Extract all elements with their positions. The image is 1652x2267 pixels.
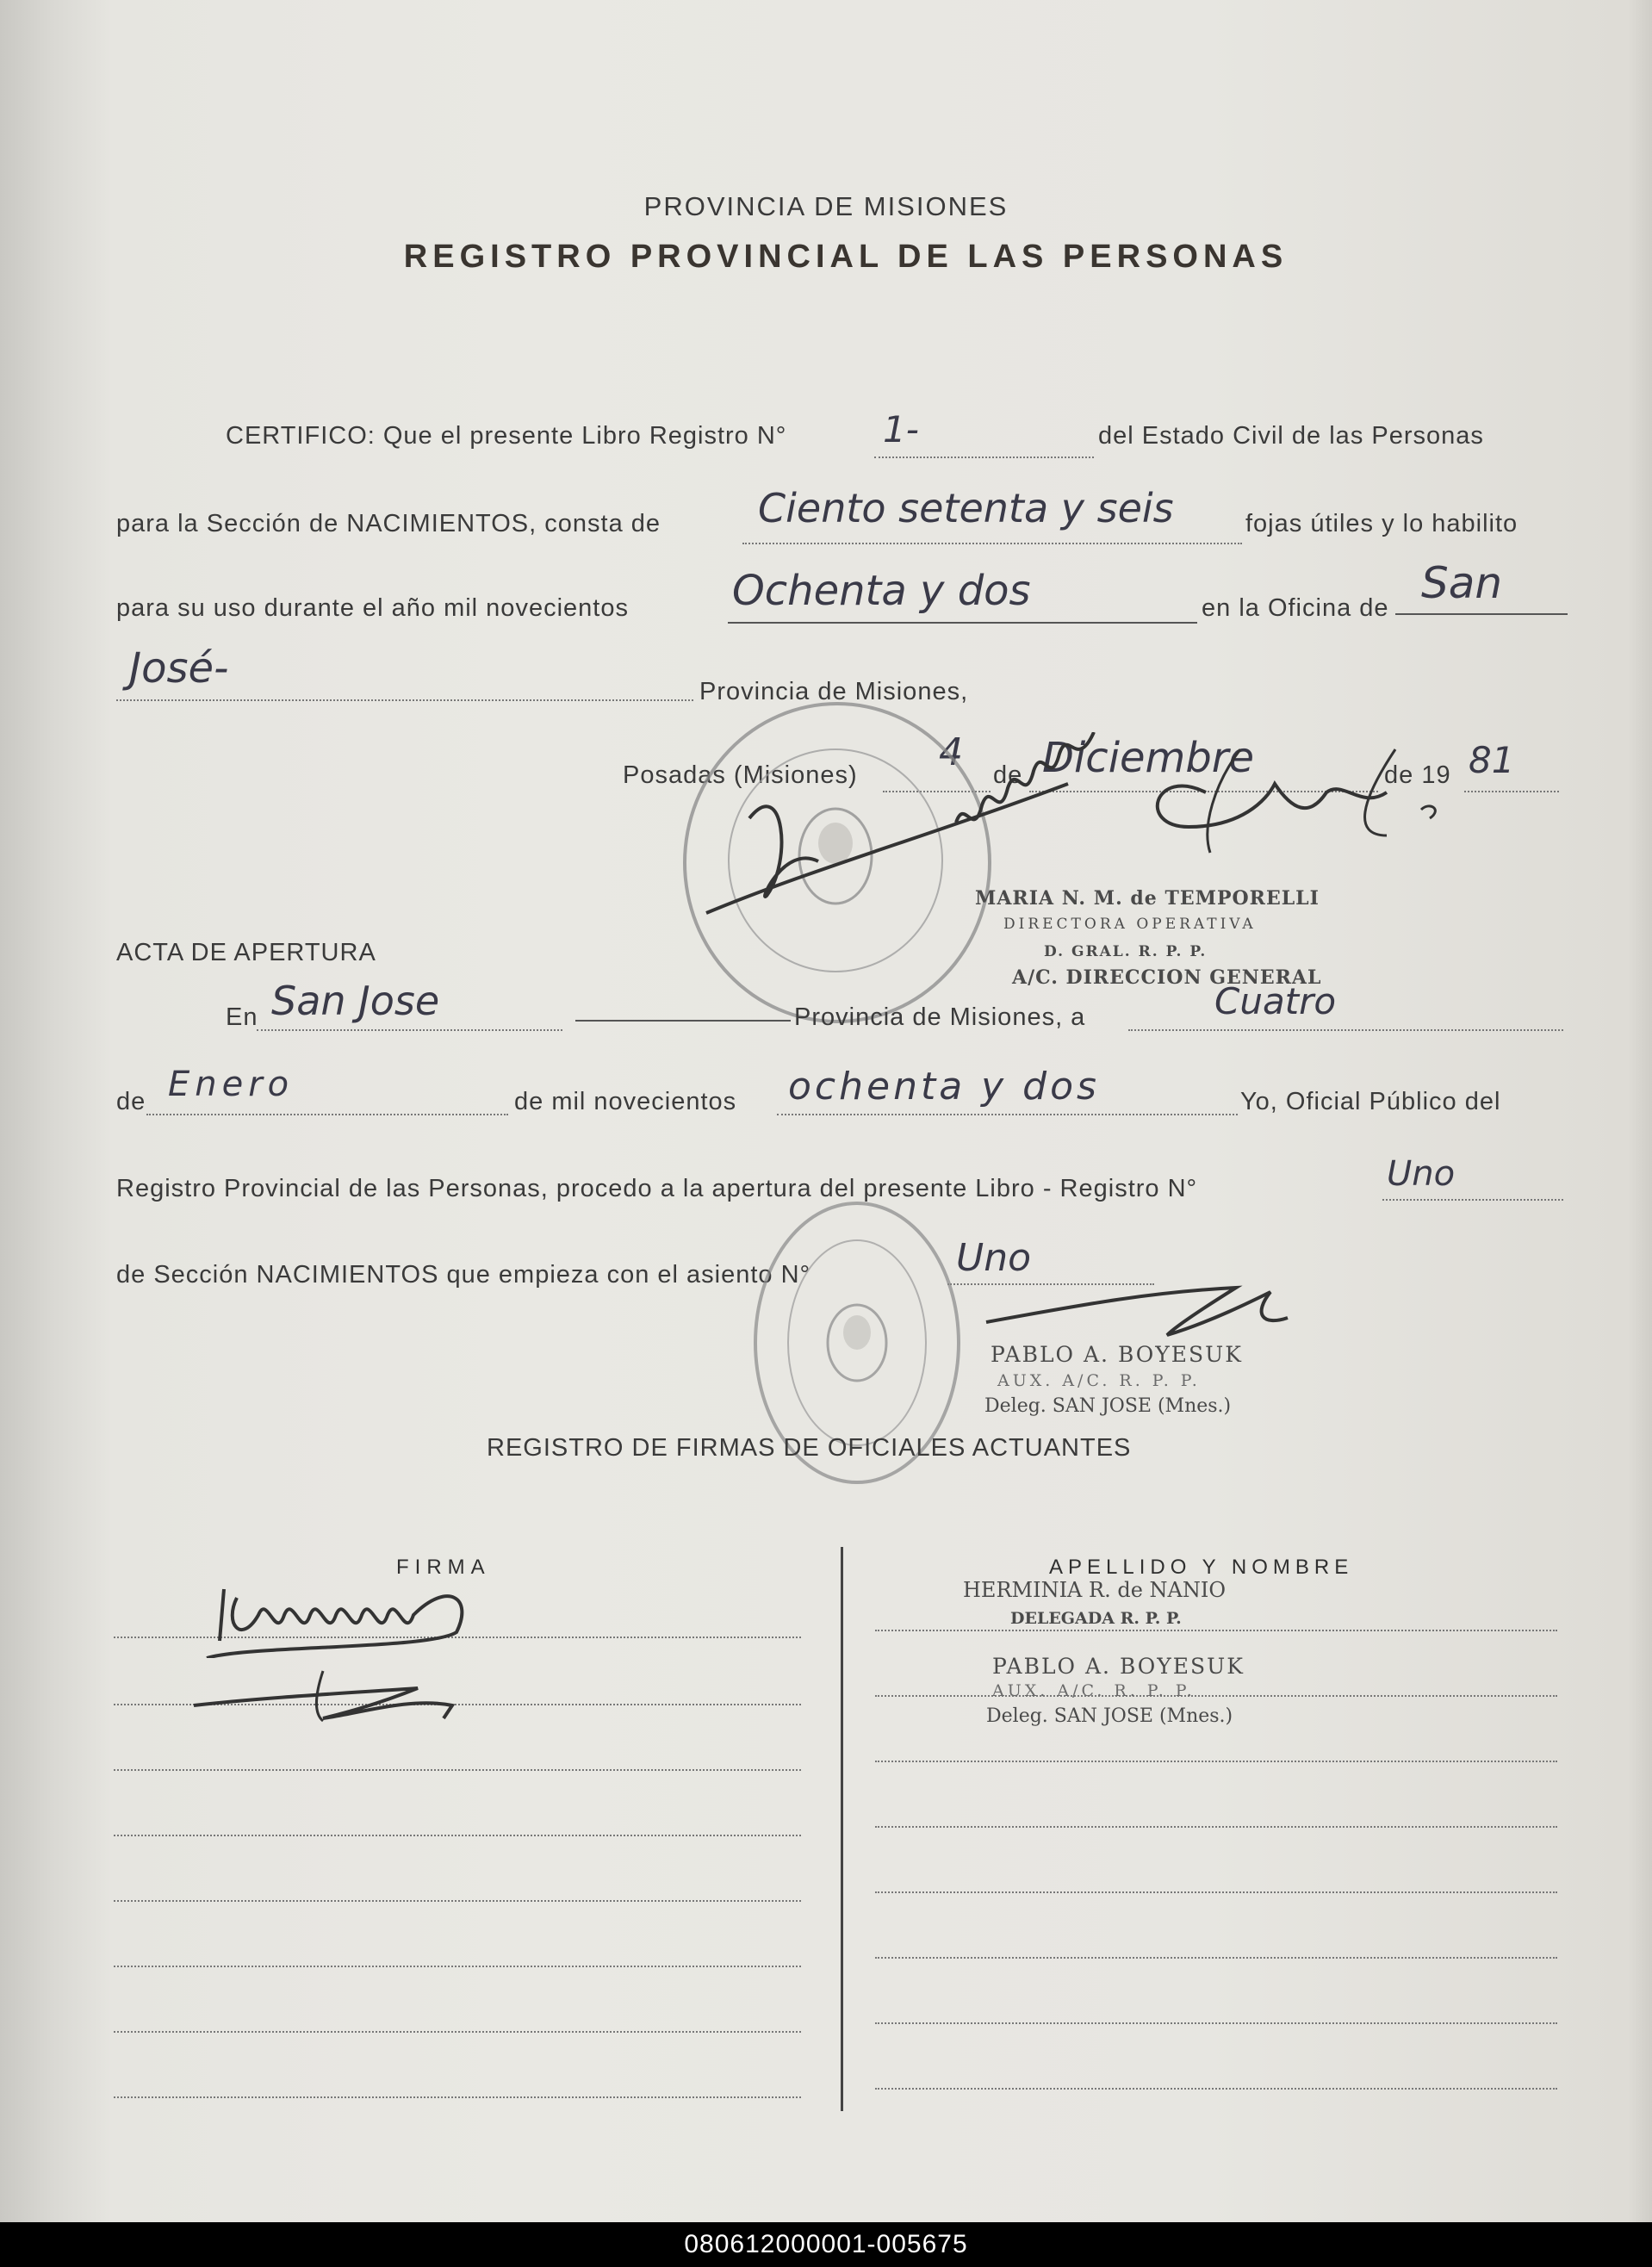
- apertura-line4: de Sección NACIMIENTOS que empieza con el asiento N°: [116, 1261, 811, 1289]
- nombre-row: [875, 1695, 1557, 1697]
- entry-2-name: PABLO A. BOYESUK: [992, 1654, 1245, 1679]
- director-title: DIRECTORA OPERATIVA: [1003, 916, 1257, 933]
- document-id-footer: 080612000001-005675: [0, 2222, 1652, 2267]
- apertura-year-value: ochenta y dos: [788, 1065, 1100, 1109]
- apertura-place-rule: [575, 1020, 791, 1022]
- book-number-line: [874, 457, 1094, 458]
- cert-line1-suffix: del Estado Civil de las Personas: [1098, 422, 1484, 450]
- apertura-de: de: [116, 1088, 146, 1115]
- apertura-book-value: Uno: [1387, 1154, 1456, 1194]
- firma-row: [114, 2031, 801, 2033]
- firma-row: [114, 1966, 801, 1967]
- apertura-line3: Registro Provincial de las Personas, procedo a la apertura del presente Libro - Registro N°: [116, 1175, 1198, 1202]
- office-value-b: José-: [129, 644, 229, 693]
- firma-signature-1: [198, 1563, 491, 1658]
- date-de-2: de 19: [1384, 761, 1451, 789]
- nombre-row: [875, 1630, 1557, 1631]
- nombre-row: [875, 1826, 1557, 1828]
- apertura-year-line: [777, 1114, 1238, 1115]
- firma-row: [114, 2096, 801, 2098]
- apertura-prov: Provincia de Misiones, a: [794, 1003, 1086, 1031]
- book-number-value: 1-: [883, 408, 919, 450]
- cert-line3-prefix: para su uso durante el año mil novecientos: [116, 594, 629, 622]
- cert-line1-prefix: CERTIFICO: Que el presente Libro Registro N°: [226, 422, 787, 450]
- pages-count-line: [742, 543, 1242, 544]
- year-words-value: Ochenta y dos: [732, 567, 1031, 615]
- firma-signature-2: [185, 1654, 478, 1731]
- apertura-day-line: [1128, 1029, 1563, 1031]
- nombre-row: [875, 1957, 1557, 1959]
- year-digits-value: 81: [1469, 739, 1515, 781]
- entry-1-name: HERMINIA R. de NANIO: [963, 1578, 1227, 1602]
- nombre-row: [875, 2022, 1557, 2024]
- apertura-month-line: [146, 1114, 508, 1115]
- director-name: MARIA N. M. de TEMPORELLI: [975, 887, 1320, 910]
- director-line4: A/C. DIRECCION GENERAL: [1012, 966, 1322, 989]
- cert-line2-suffix: fojas útiles y lo habilito: [1245, 510, 1518, 537]
- aux-title: AUX. A/C. R. P. P.: [997, 1371, 1201, 1390]
- entry-2-title: AUX. A/C. R. P. P.: [992, 1681, 1196, 1700]
- col-firma-header: FIRMA: [396, 1556, 491, 1579]
- director-line3: D. GRAL. R. P. P.: [1044, 943, 1208, 960]
- apertura-place-value: San Jose: [271, 978, 440, 1024]
- registry-title: REGISTRO PROVINCIAL DE LAS PERSONAS: [403, 239, 1289, 275]
- province-title: PROVINCIA DE MISIONES: [643, 191, 1009, 221]
- aux-name: PABLO A. BOYESUK: [991, 1342, 1243, 1367]
- nombre-row: [875, 1761, 1557, 1762]
- apertura-book-line: [1382, 1199, 1563, 1201]
- firmas-heading: REGISTRO DE FIRMAS DE OFICIALES ACTUANTES: [487, 1434, 1132, 1462]
- firma-row: [114, 1769, 801, 1771]
- place-date-prefix: Posadas (Misiones): [623, 761, 858, 789]
- cert-line2-prefix: para la Sección de NACIMIENTOS, consta de: [116, 510, 661, 537]
- aux-deleg: Deleg. SAN JOSE (Mnes.): [984, 1395, 1232, 1417]
- col-nombre-header: APELLIDO Y NOMBRE: [1049, 1556, 1354, 1579]
- apertura-en: En: [226, 1003, 258, 1031]
- cert-line4-suffix: Provincia de Misiones,: [699, 678, 969, 705]
- entry-1-title: DELEGADA R. P. P.: [1010, 1609, 1182, 1628]
- apertura-day-value: Cuatro: [1214, 980, 1337, 1022]
- cert-line3-mid: en la Oficina de: [1202, 594, 1389, 622]
- date-de-1: de: [993, 761, 1023, 789]
- office-line-a: [1395, 613, 1568, 615]
- column-divider: [841, 1547, 843, 2111]
- nombre-row: [875, 1891, 1557, 1893]
- office-line-b: [116, 699, 693, 701]
- entry-2-deleg: Deleg. SAN JOSE (Mnes.): [986, 1705, 1233, 1727]
- apertura-place-line: [257, 1029, 562, 1031]
- pages-count-value: Ciento setenta y seis: [758, 485, 1174, 531]
- apertura-yo: Yo, Oficial Público del: [1240, 1088, 1501, 1115]
- month-value: Diciembre: [1042, 734, 1255, 782]
- apertura-month-value: Enero: [168, 1065, 295, 1104]
- apertura-heading: ACTA DE APERTURA: [116, 939, 376, 966]
- firma-row: [114, 1835, 801, 1836]
- year-words-line: [728, 622, 1197, 624]
- nombre-row: [875, 2088, 1557, 2090]
- firma-row: [114, 1900, 801, 1902]
- office-value-a: San: [1421, 558, 1503, 608]
- apertura-entry-value: Uno: [956, 1236, 1032, 1280]
- day-value: 4: [939, 730, 963, 774]
- apertura-mil: de mil novecientos: [514, 1088, 737, 1115]
